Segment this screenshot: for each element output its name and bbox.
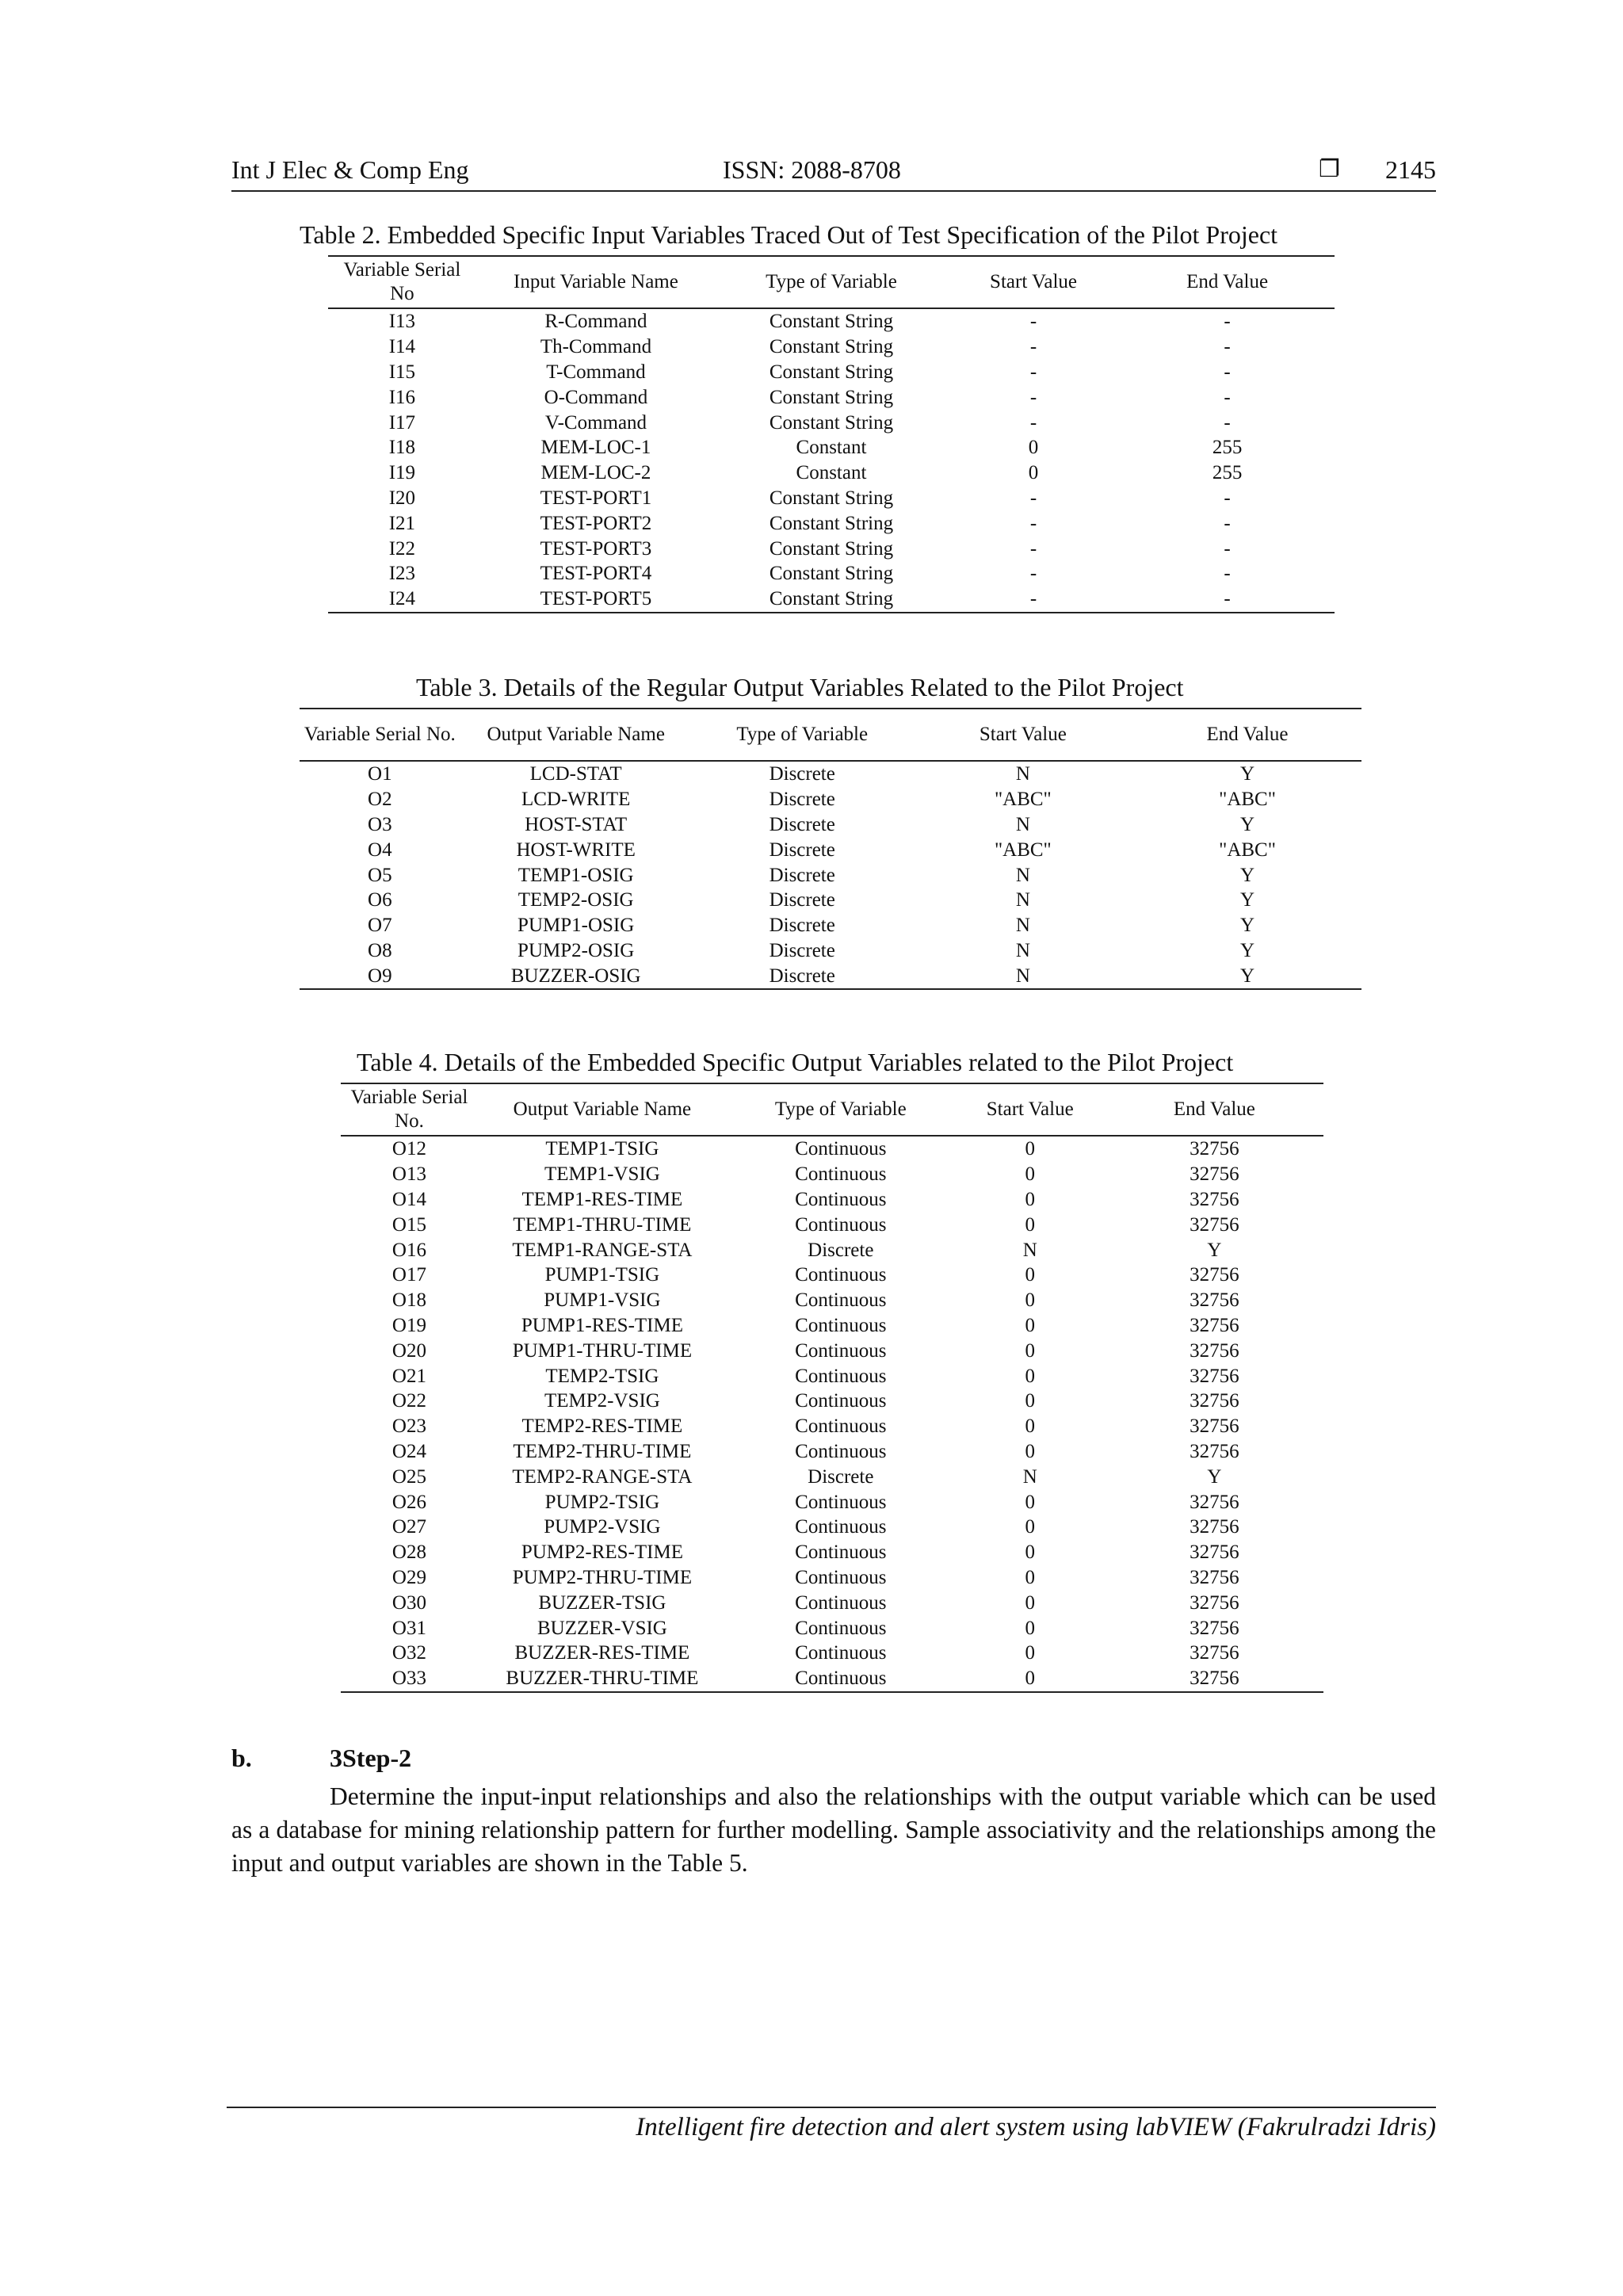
table-cell: 0 <box>1025 1365 1035 1387</box>
table-row <box>341 1263 1323 1288</box>
table-cell: Discrete <box>808 1465 874 1488</box>
table-cell: 0 <box>1025 1617 1035 1639</box>
table-row <box>328 561 1335 586</box>
table-cell: 0 <box>1025 1264 1035 1286</box>
table-cell: Y <box>1207 1239 1222 1261</box>
table-cell: 0 <box>1028 437 1039 459</box>
table-cell: Discrete <box>769 813 835 835</box>
table-cell: PUMP1-RES-TIME <box>521 1314 683 1336</box>
table-cell: 32756 <box>1190 1339 1239 1362</box>
table-cell: 0 <box>1025 1566 1035 1588</box>
table3 <box>300 708 1361 990</box>
table-cell: 32756 <box>1190 1213 1239 1236</box>
table-cell: PUMP1-TSIG <box>544 1264 660 1286</box>
table-cell: Discrete <box>769 763 835 785</box>
table-cell: 32756 <box>1190 1591 1239 1614</box>
table-row <box>341 1136 1323 1162</box>
footer-text: Intelligent fire detection and alert system using labVIEW (Fakrulradzi Idris) <box>636 2113 1436 2141</box>
table-cell: Continuous <box>795 1390 887 1412</box>
table-cell: TEMP1-TSIG <box>545 1138 659 1160</box>
table-cell: I17 <box>388 411 416 434</box>
table-cell: TEST-PORT1 <box>540 487 652 509</box>
table-header-row <box>300 709 1361 761</box>
table-cell: BUZZER-VSIG <box>537 1617 667 1639</box>
table-cell: I13 <box>388 311 416 333</box>
table-row <box>341 1212 1323 1237</box>
table-cell: O32 <box>391 1642 426 1664</box>
table-cell: Continuous <box>795 1339 887 1362</box>
table-cell: LCD-WRITE <box>521 789 631 811</box>
table-cell: TEMP2-VSIG <box>544 1390 660 1412</box>
table-cell: TEMP1-THRU-TIME <box>513 1213 692 1236</box>
table-cell: 32756 <box>1190 1415 1239 1438</box>
table-cell: PUMP1-THRU-TIME <box>512 1339 693 1362</box>
table-cell: V-Command <box>544 411 647 434</box>
table-cell: 0 <box>1025 1516 1035 1538</box>
table-row <box>341 1540 1323 1565</box>
table-cell: 0 <box>1025 1390 1035 1412</box>
table-cell: O22 <box>391 1390 426 1412</box>
table-cell: Continuous <box>795 1188 887 1210</box>
table-cell: O8 <box>368 939 392 961</box>
table-cell: - <box>1224 336 1231 358</box>
table-cell: O-Command <box>544 386 648 408</box>
column-header: Output Variable Name <box>478 1083 727 1136</box>
table-row <box>341 1389 1323 1414</box>
column-header: Type of Variable <box>692 709 913 761</box>
table-row <box>341 1439 1323 1465</box>
table-cell: PUMP1-VSIG <box>544 1289 661 1312</box>
table-cell: TEMP1-RES-TIME <box>521 1188 683 1210</box>
table-cell: Y <box>1239 915 1255 937</box>
table-cell: O3 <box>368 813 392 835</box>
table-row <box>300 862 1361 888</box>
table-cell: N <box>1015 864 1030 886</box>
table3-caption: Table 3. Details of the Regular Output Variables Related to the Pilot Project <box>416 673 1184 701</box>
section-heading <box>231 1744 411 1773</box>
table-row <box>341 1565 1323 1591</box>
table-cell: 32756 <box>1190 1617 1239 1639</box>
table-cell: O20 <box>391 1339 426 1362</box>
table-cell: MEM-LOC-2 <box>540 462 651 484</box>
table-cell: I22 <box>388 537 416 560</box>
column-header: Output Variable Name <box>460 709 692 761</box>
table-cell: - <box>1029 336 1037 358</box>
table-cell: N <box>1015 965 1030 987</box>
table-cell: Discrete <box>769 889 835 911</box>
column-header: End Value <box>1133 709 1361 761</box>
table-cell: 32756 <box>1190 1668 1239 1690</box>
table-cell: 0 <box>1025 1591 1035 1614</box>
column-header: Type of Variable <box>716 256 947 308</box>
table-cell: O23 <box>391 1415 426 1438</box>
table-cell: 0 <box>1025 1415 1035 1438</box>
table-cell: 32756 <box>1190 1365 1239 1387</box>
table-cell: PUMP2-RES-TIME <box>521 1541 683 1564</box>
table-cell: 255 <box>1212 462 1243 484</box>
table-cell: Continuous <box>795 1264 887 1286</box>
table-cell: - <box>1029 563 1037 585</box>
table-cell: 32756 <box>1190 1541 1239 1564</box>
table-cell: Constant String <box>769 336 894 358</box>
table-cell: MEM-LOC-1 <box>540 437 651 459</box>
table-cell: 32756 <box>1190 1390 1239 1412</box>
table-cell: O9 <box>368 965 392 987</box>
page-number: 2145 <box>1385 155 1436 184</box>
table-cell: I19 <box>388 462 416 484</box>
table-cell: N <box>1015 889 1030 911</box>
table-cell: 0 <box>1025 1163 1035 1186</box>
table-row <box>328 536 1335 561</box>
table-cell: 32756 <box>1190 1314 1239 1336</box>
table-row <box>341 1666 1323 1692</box>
table-cell: 0 <box>1025 1491 1035 1513</box>
table-cell: 0 <box>1025 1314 1035 1336</box>
table-cell: O31 <box>391 1617 426 1639</box>
table-cell: Continuous <box>795 1415 887 1438</box>
table-cell: T-Command <box>546 361 646 383</box>
column-header: Variable Serial No. <box>300 709 460 761</box>
table-cell: Th-Command <box>540 336 652 358</box>
table-cell: - <box>1029 386 1037 408</box>
table-cell: 32756 <box>1190 1440 1239 1462</box>
table-cell: I18 <box>388 437 416 459</box>
table-cell: R-Command <box>544 311 647 333</box>
table-cell: O14 <box>391 1188 426 1210</box>
table-row <box>341 1313 1323 1339</box>
table-cell: - <box>1224 537 1231 560</box>
box-icon: ❐ <box>1319 155 1340 183</box>
table-row <box>300 837 1361 862</box>
table4 <box>341 1083 1323 1693</box>
table-cell: O12 <box>391 1138 426 1160</box>
table-row <box>341 1237 1323 1263</box>
table-cell: Constant String <box>769 386 894 408</box>
table-cell: Constant String <box>769 512 894 534</box>
table-cell: Constant String <box>769 361 894 383</box>
table-cell: 0 <box>1025 1289 1035 1312</box>
table-cell: 0 <box>1028 462 1039 484</box>
table-cell: 32756 <box>1190 1516 1239 1538</box>
table-row <box>300 787 1361 812</box>
table-row <box>300 963 1361 989</box>
table-cell: TEMP2-RANGE-STA <box>512 1465 693 1488</box>
column-header: Type of Variable <box>727 1083 955 1136</box>
table-cell: 32756 <box>1190 1289 1239 1312</box>
table-row <box>341 1615 1323 1641</box>
table-cell: I21 <box>388 512 416 534</box>
table-cell: I23 <box>388 563 416 585</box>
table-cell: - <box>1224 386 1231 408</box>
table-cell: LCD-STAT <box>529 763 622 785</box>
table-cell: N <box>1015 763 1030 785</box>
table-cell: Constant <box>796 462 867 484</box>
table-cell: O27 <box>391 1516 426 1538</box>
table-cell: O13 <box>391 1163 426 1186</box>
table-row <box>341 1288 1323 1313</box>
table-cell: N <box>1022 1465 1037 1488</box>
table-cell: PUMP2-VSIG <box>544 1516 661 1538</box>
table-cell: 32756 <box>1190 1642 1239 1664</box>
table-cell: N <box>1015 939 1030 961</box>
table-cell: BUZZER-TSIG <box>538 1591 666 1614</box>
table-cell: Discrete <box>769 915 835 937</box>
table-cell: 32756 <box>1190 1566 1239 1588</box>
table-cell: Constant String <box>769 563 894 585</box>
table-cell: TEST-PORT4 <box>540 563 652 585</box>
table-cell: TEMP1-VSIG <box>544 1163 660 1186</box>
table-cell: Continuous <box>795 1289 887 1312</box>
table-cell: Continuous <box>795 1314 887 1336</box>
table-cell: - <box>1029 361 1037 383</box>
table-cell: BUZZER-OSIG <box>510 965 641 987</box>
table-header-row <box>341 1083 1323 1136</box>
table-cell: Discrete <box>769 839 835 861</box>
table-cell: 0 <box>1025 1138 1035 1160</box>
table-row <box>341 1464 1323 1489</box>
table-cell: Discrete <box>769 864 835 886</box>
table-row <box>328 384 1335 410</box>
table-cell: 32756 <box>1190 1163 1239 1186</box>
table-cell: Y <box>1239 939 1255 961</box>
table-cell: Constant String <box>769 311 894 333</box>
table-cell: 0 <box>1025 1541 1035 1564</box>
table-cell: Constant String <box>769 487 894 509</box>
table-cell: 0 <box>1025 1642 1035 1664</box>
column-header: Variable Serial No. <box>341 1083 478 1136</box>
table-cell: O33 <box>391 1668 426 1690</box>
column-header: Start Value <box>947 256 1120 308</box>
section-title: 3Step-2 <box>330 1744 412 1772</box>
table-cell: Constant String <box>769 537 894 560</box>
table-cell: - <box>1029 537 1037 560</box>
column-header: Input Variable Name <box>476 256 716 308</box>
table-cell: 32756 <box>1190 1491 1239 1513</box>
table-cell: - <box>1029 411 1037 434</box>
table-cell: 0 <box>1025 1213 1035 1236</box>
table-cell: O21 <box>391 1365 426 1387</box>
table-cell: - <box>1224 311 1231 333</box>
table-cell: 32756 <box>1190 1138 1239 1160</box>
table-cell: Continuous <box>795 1591 887 1614</box>
table-cell: 0 <box>1025 1188 1035 1210</box>
table-cell: O26 <box>391 1491 426 1513</box>
table-row <box>328 460 1335 486</box>
column-header: End Value <box>1120 256 1335 308</box>
table-cell: "ABC" <box>1219 839 1276 861</box>
journal-name: Int J Elec & Comp Eng <box>231 155 469 184</box>
table-cell: I20 <box>388 487 416 509</box>
table-cell: - <box>1224 588 1231 610</box>
table-cell: - <box>1224 563 1231 585</box>
table-row <box>341 1489 1323 1515</box>
table-row <box>328 435 1335 460</box>
table-cell: Y <box>1239 965 1255 987</box>
table-cell: HOST-WRITE <box>516 839 636 861</box>
table-row <box>328 360 1335 385</box>
table-cell: O25 <box>391 1465 426 1488</box>
table-cell: Continuous <box>795 1491 887 1513</box>
table-cell: TEST-PORT5 <box>540 588 652 610</box>
table-cell: O1 <box>368 763 392 785</box>
table-row <box>300 938 1361 964</box>
table-cell: I14 <box>388 336 416 358</box>
table-cell: Continuous <box>795 1566 887 1588</box>
table-cell: TEMP1-RANGE-STA <box>512 1239 693 1261</box>
table-cell: Constant String <box>769 588 894 610</box>
table-cell: - <box>1224 361 1231 383</box>
table-header-row <box>328 256 1335 308</box>
table-cell: Y <box>1239 889 1255 911</box>
table-row <box>341 1162 1323 1187</box>
table-row <box>328 334 1335 360</box>
table-cell: I24 <box>388 588 416 610</box>
page-header <box>231 152 1436 192</box>
table-cell: Constant <box>796 437 867 459</box>
table-cell: - <box>1029 512 1037 534</box>
table-cell: O2 <box>368 789 392 811</box>
table-cell: TEMP2-THRU-TIME <box>513 1440 692 1462</box>
table-cell: - <box>1224 411 1231 434</box>
table-row <box>328 308 1335 334</box>
table-row <box>328 586 1335 613</box>
table-row <box>300 913 1361 938</box>
table-cell: "ABC" <box>1219 789 1276 811</box>
section-number: b. <box>231 1744 252 1772</box>
issn: ISSN: 2088-8708 <box>723 155 901 184</box>
table-cell: I15 <box>388 361 416 383</box>
table-cell: - <box>1224 487 1231 509</box>
table-row <box>341 1641 1323 1666</box>
table-cell: O7 <box>368 915 392 937</box>
table-cell: Continuous <box>795 1642 887 1664</box>
table-cell: Discrete <box>769 939 835 961</box>
table-cell: Continuous <box>795 1516 887 1538</box>
table-cell: 32756 <box>1190 1264 1239 1286</box>
table-cell: - <box>1224 512 1231 534</box>
table-cell: TEST-PORT3 <box>540 537 652 560</box>
table-cell: BUZZER-THRU-TIME <box>506 1668 699 1690</box>
table-row <box>328 510 1335 536</box>
table-cell: O28 <box>391 1541 426 1564</box>
table-cell: Continuous <box>795 1440 887 1462</box>
table-cell: Constant String <box>769 411 894 434</box>
table-cell: "ABC" <box>994 789 1052 811</box>
column-header: Start Value <box>955 1083 1106 1136</box>
table-cell: O4 <box>368 839 392 861</box>
table-cell: Continuous <box>795 1213 887 1236</box>
page-footer <box>227 2107 1436 2141</box>
table-row <box>328 486 1335 511</box>
table-cell: O29 <box>391 1566 426 1588</box>
table-cell: PUMP2-TSIG <box>544 1491 660 1513</box>
table-cell: "ABC" <box>994 839 1052 861</box>
table2-caption: Table 2. Embedded Specific Input Variables Traced Out of Test Specification of the Pilot Project <box>300 220 1278 249</box>
table-cell: O16 <box>391 1239 426 1261</box>
column-header: Start Value <box>913 709 1133 761</box>
table-cell: Discrete <box>769 789 835 811</box>
table-cell: - <box>1029 588 1037 610</box>
table-row <box>328 410 1335 435</box>
table-cell: O17 <box>391 1264 426 1286</box>
table-cell: TEMP2-RES-TIME <box>521 1415 683 1438</box>
table-cell: PUMP2-THRU-TIME <box>512 1566 693 1588</box>
table-cell: TEST-PORT2 <box>540 512 652 534</box>
table-cell: Discrete <box>769 965 835 987</box>
table4-caption: Table 4. Details of the Embedded Specific Output Variables related to the Pilot Project <box>357 1048 1234 1076</box>
table-row <box>300 761 1361 787</box>
table-cell: Y <box>1239 864 1255 886</box>
table-cell: O5 <box>368 864 392 886</box>
table-row <box>341 1187 1323 1213</box>
column-header: Variable Serial No <box>328 256 476 308</box>
table-cell: O30 <box>391 1591 426 1614</box>
table-cell: O6 <box>368 889 392 911</box>
table-cell: Y <box>1239 763 1255 785</box>
table-row <box>300 888 1361 913</box>
table-cell: O18 <box>391 1289 426 1312</box>
table-cell: - <box>1029 311 1037 333</box>
table-cell: Continuous <box>795 1617 887 1639</box>
table-cell: 255 <box>1212 437 1243 459</box>
table-cell: N <box>1015 915 1030 937</box>
table-cell: O24 <box>391 1440 426 1462</box>
table-cell: Continuous <box>795 1541 887 1564</box>
table-row <box>341 1338 1323 1363</box>
table-cell: - <box>1029 487 1037 509</box>
table-cell: Continuous <box>795 1365 887 1387</box>
table-cell: 0 <box>1025 1339 1035 1362</box>
table-cell: 32756 <box>1190 1188 1239 1210</box>
table-cell: I16 <box>388 386 416 408</box>
table-row <box>341 1363 1323 1389</box>
table-cell: TEMP2-TSIG <box>545 1365 659 1387</box>
table-cell: PUMP1-OSIG <box>517 915 635 937</box>
table-cell: PUMP2-OSIG <box>517 939 635 961</box>
table-cell: O15 <box>391 1213 426 1236</box>
table-cell: TEMP1-OSIG <box>517 864 634 886</box>
table-row <box>341 1590 1323 1615</box>
table-cell: Continuous <box>795 1668 887 1690</box>
table2 <box>328 255 1335 613</box>
body-paragraph: Determine the input-input relationships and also the relationships with the output variable which can be used as a database for mining relationship pattern for further modelling. Sample associativity and the relationships among the input and output variables are shown in the Table 5. <box>231 1782 1436 1877</box>
table-cell: Y <box>1207 1465 1222 1488</box>
table-row <box>300 812 1361 838</box>
table-cell: BUZZER-RES-TIME <box>514 1642 690 1664</box>
table-cell: Discrete <box>808 1239 874 1261</box>
table-row <box>341 1515 1323 1540</box>
table-cell: HOST-STAT <box>525 813 628 835</box>
table-cell: N <box>1022 1239 1037 1261</box>
table-cell: Continuous <box>795 1138 887 1160</box>
table-cell: 0 <box>1025 1668 1035 1690</box>
table-cell: N <box>1015 813 1030 835</box>
table-cell: Y <box>1239 813 1255 835</box>
table-cell: 0 <box>1025 1440 1035 1462</box>
table-cell: Continuous <box>795 1163 887 1186</box>
column-header: End Value <box>1106 1083 1323 1136</box>
table-row <box>341 1414 1323 1439</box>
table-cell: TEMP2-OSIG <box>517 889 634 911</box>
table-cell: O19 <box>391 1314 426 1336</box>
